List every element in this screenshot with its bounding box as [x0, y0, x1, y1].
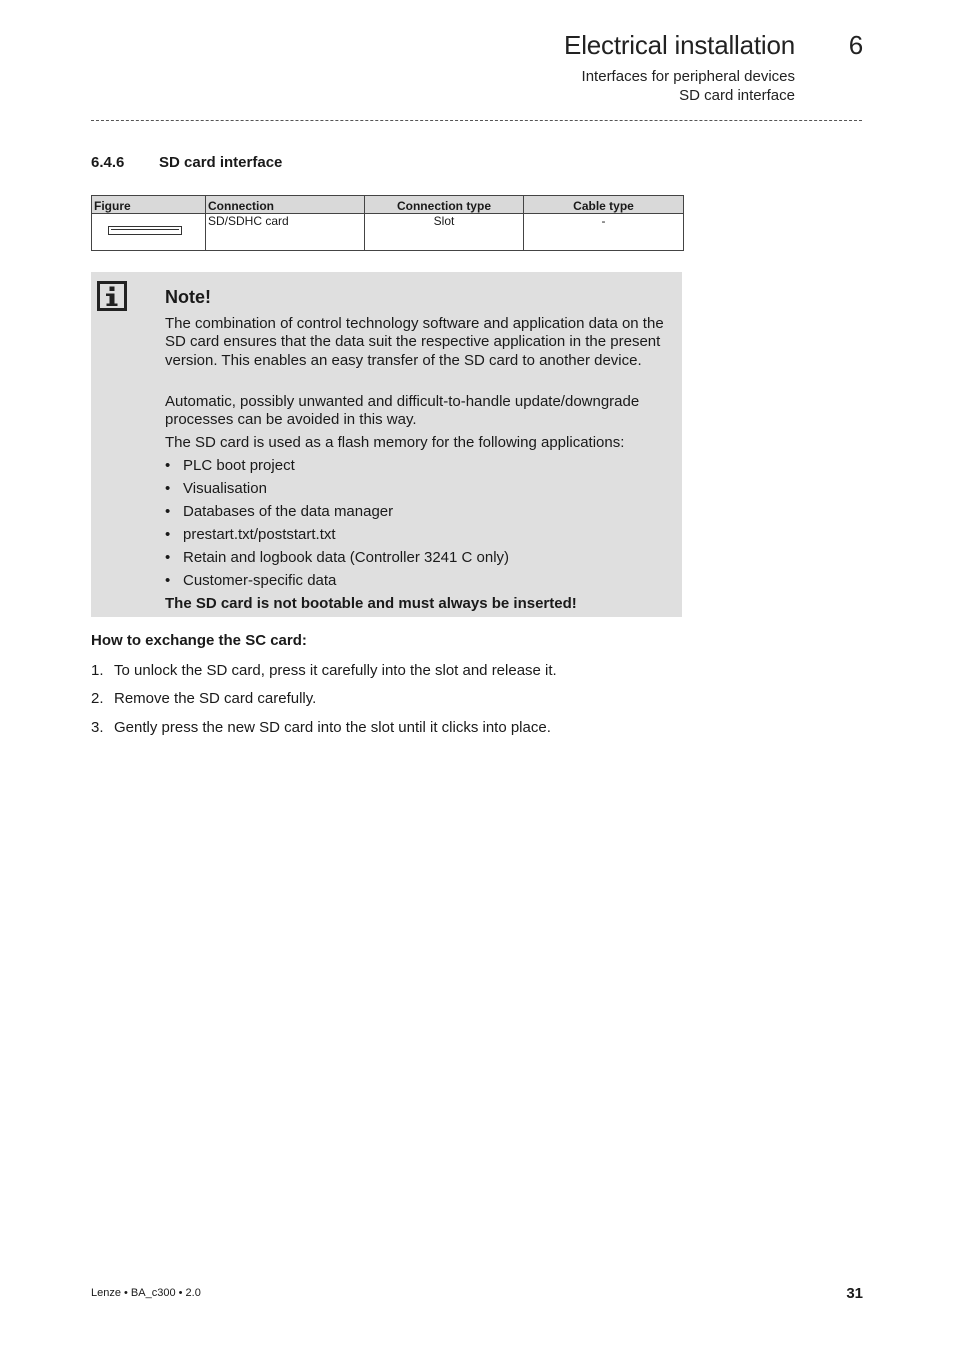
page-number: 31 [846, 1285, 863, 1302]
note-paragraph-1: The combination of control technology software and application data on the SD card ensures that the data suit the respective application in the present version. This enables an easy transfer of the SD card to another device. [165, 315, 664, 369]
section-title: SD card interface [159, 154, 283, 171]
step-number: 2. [91, 690, 104, 707]
cell-connection: SD/SDHC card [206, 214, 365, 251]
header-figure: Figure [92, 196, 206, 214]
cell-figure [92, 214, 206, 251]
header-cable-type: Cable type [524, 196, 684, 214]
connection-table [91, 195, 684, 251]
cell-connection-type: Slot [365, 214, 524, 251]
list-item: • PLC boot project [165, 457, 295, 474]
table-header-row [92, 196, 684, 214]
chapter-number: 6 [848, 30, 864, 60]
note-warning-text: The SD card is not bootable and must always be inserted! [165, 595, 577, 612]
header-subtitle-2: SD card interface [679, 87, 795, 104]
step-text: To unlock the SD card, press it carefully into the slot and release it. [114, 662, 557, 679]
step-number: 1. [91, 662, 104, 679]
header-connection-type: Connection type [365, 196, 524, 214]
cell-cable-type: - [524, 214, 684, 251]
list-item: • Customer-specific data [165, 572, 337, 589]
steps-heading: How to exchange the SC card: [91, 632, 307, 649]
note-paragraph-2: Automatic, possibly unwanted and difficult-to-handle update/downgrade processes can be avoided in this way. [165, 393, 640, 429]
header-subtitle-1: Interfaces for peripheral devices [581, 68, 795, 85]
step-text: Gently press the new SD card into the slot until it clicks into place. [114, 719, 551, 736]
list-item: • Retain and logbook data (Controller 3241 C only) [165, 549, 510, 566]
sd-slot-figure-icon [108, 226, 182, 235]
footer-document-info: Lenze • BA_c300 • 2.0 [91, 1287, 201, 1299]
note-heading: Note! [165, 287, 211, 307]
header-connection: Connection [206, 196, 365, 214]
list-item: • prestart.txt/poststart.txt [165, 526, 336, 543]
list-item: • Visualisation [165, 480, 267, 497]
step-number: 3. [91, 719, 104, 736]
chapter-title: Electrical installation [564, 30, 795, 60]
step-text: Remove the SD card carefully. [114, 690, 317, 707]
note-paragraph-3: The SD card is used as a flash memory for the following applications: [165, 434, 625, 451]
table-row [92, 214, 684, 251]
list-item: • Databases of the data manager [165, 503, 394, 520]
info-icon [97, 281, 127, 311]
header-divider [91, 120, 862, 121]
section-number: 6.4.6 [91, 154, 125, 171]
